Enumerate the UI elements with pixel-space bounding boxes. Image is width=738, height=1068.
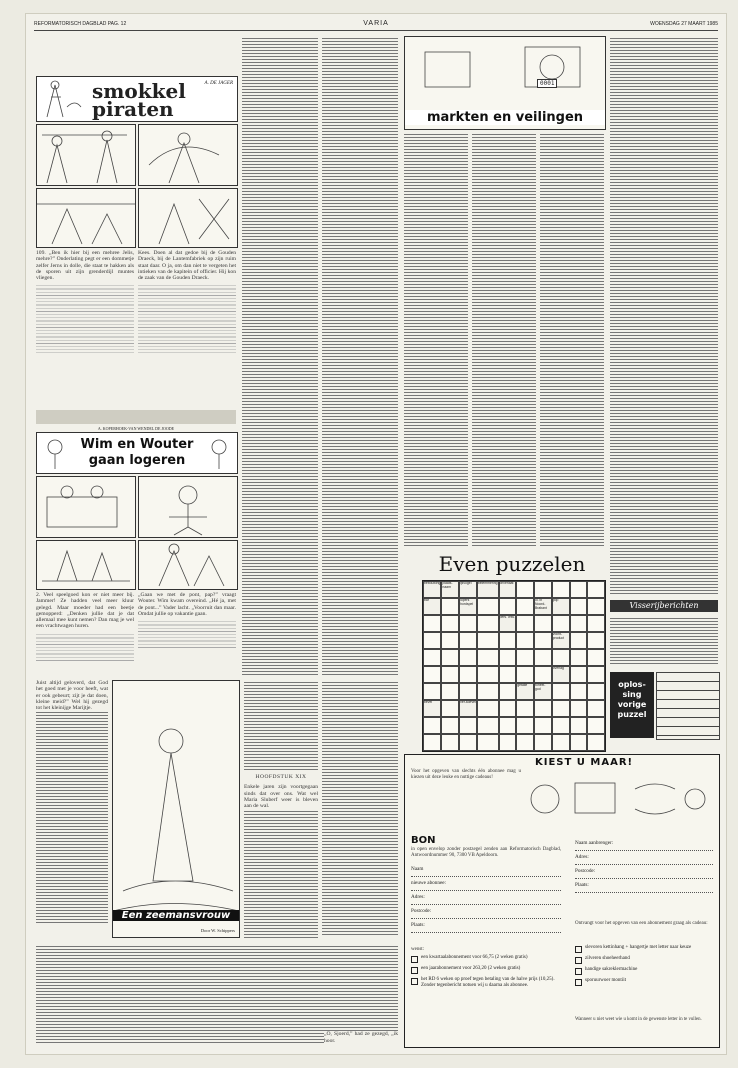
gift-option[interactable]: [575, 967, 713, 975]
story-chapter: HOOFDSTUK XIX: [255, 774, 307, 780]
subscription-option-label: het RD 6 weken op proef tegen betaling van de halve prijs (10,25). Zonder tegenbericht notuen wij u daarna als abonnee.: [421, 977, 555, 988]
comic1-panel-1: [36, 124, 136, 186]
puzzle-cell: [534, 632, 552, 649]
puzzle-cell: [423, 666, 441, 683]
puzzle-cell: [441, 632, 459, 649]
comic1-panel-2: [138, 124, 238, 186]
comic1-credit: A. DE JAGER: [204, 81, 233, 86]
puzzle-cell: ijsvogel: [459, 581, 477, 598]
gift-option-label: zilveren shoeheerhand: [585, 956, 630, 961]
puzzle-cell: [499, 683, 517, 700]
gift-option[interactable]: [575, 945, 713, 953]
subscription-option[interactable]: [411, 966, 561, 974]
ad-intro: Voor het opgeven van slechts één abonnee mag u kiezen uit deze leuke en nuttige cadeaus!: [411, 769, 521, 781]
form-field[interactable]: [411, 905, 561, 919]
puzzle-cell: [570, 734, 588, 751]
puzzle-cell: [499, 666, 517, 683]
puzzle-cell: ol. in Noord-Brabant: [534, 598, 552, 615]
puzzle-cell: [570, 649, 588, 666]
puzzle-cell: [516, 717, 534, 734]
puzzle-cell: [423, 649, 441, 666]
form-field-label: Adres:: [575, 854, 589, 860]
checkbox-icon[interactable]: [411, 967, 418, 974]
puzzle-cell: [552, 700, 570, 717]
puzzle-cell: [477, 632, 499, 649]
checkbox-icon[interactable]: [575, 957, 582, 964]
puzzle-cell: [423, 717, 441, 734]
puzzle-cell: [587, 581, 605, 598]
puzzle-cell: toneel-god: [534, 683, 552, 700]
puzzle-cell: [552, 649, 570, 666]
form-field[interactable]: [411, 891, 561, 905]
puzzle-cell: [570, 581, 588, 598]
story-illustration-title: Een zeemansvrouw: [113, 910, 239, 921]
puzzle-cell: [570, 700, 588, 717]
story-col-4: [322, 680, 398, 936]
puzzle-cell: overlag: [552, 666, 570, 683]
form-field-label: Postcode:: [575, 868, 596, 874]
puzzle-cell: [477, 700, 499, 717]
form-field[interactable]: [575, 879, 713, 893]
puzzle-cell: lopers hordspel: [459, 598, 477, 615]
form-field[interactable]: [575, 837, 713, 851]
header-left: REFORMATORISCH DAGBLAD PAG. 12: [34, 21, 127, 27]
markets-illustration: [404, 36, 606, 130]
puzzle-cell: [516, 700, 534, 717]
visserij-title: Visserijberichten: [610, 600, 718, 612]
puzzle-cell: [516, 632, 534, 649]
gift-option[interactable]: [575, 978, 713, 986]
puzzle-cell: bar: [423, 598, 441, 615]
puzzle-cell: [552, 734, 570, 751]
form-fields-left: [411, 863, 561, 933]
puzzle-cell: [459, 649, 477, 666]
puzzle-cell: [587, 649, 605, 666]
comic2-title-line2: gaan logeren: [88, 453, 186, 468]
puzzle-title: Even puzzelen: [438, 552, 586, 576]
comic2-text-right: „Gaan we met de pont, pap?” vraagt Wouter. Wim kwam overeind. „Hé ja, met de pont...” Vader lacht. „Voorruit dan maar. Omdat jullie op vakantie gaan.: [138, 592, 236, 666]
puzzle-cell: [587, 700, 605, 717]
puzzle-cell: [423, 632, 441, 649]
puzzle-cell: [441, 598, 459, 615]
markets-column-3: [540, 132, 604, 548]
puzzle-cell: [516, 598, 534, 615]
puzzle-cell: [477, 598, 499, 615]
puzzle-cell: vocht-product: [552, 632, 570, 649]
markets-column-1: [404, 132, 468, 548]
puzzle-cell: belemmering: [477, 581, 499, 598]
closing-note: Wanneer u niet weet wie u komt in de gewenste letter in te vullen.: [575, 1017, 702, 1022]
gift-option-label: sporuurwoer montiit: [585, 978, 626, 983]
form-fields-right: [575, 837, 713, 893]
wenst-label: wenst:: [411, 947, 425, 952]
puzzle-cell: ver-koevel: [459, 700, 477, 717]
story-bottom-text: „O, Sjoerd,” had ze gezegd, „ik hoor.: [36, 944, 398, 1044]
comic1-text-right: Kees. Doen al dat gedoe bij de Gouden Draeck, bij de Lantemfabriek op zijn ruim staat daar. O ja, om dan niet te vergeten het intieken van de kapitein of officier. Hij kon de zaak van de Gouden Draeck.: [138, 250, 236, 362]
form-field[interactable]: [575, 865, 713, 879]
puzzle-cell: [459, 683, 477, 700]
puzzle-cell: [587, 717, 605, 734]
story-illustration-credit: Door W. Schippers: [200, 928, 235, 933]
form-title: BON: [411, 835, 436, 846]
comic1-banner: [36, 76, 238, 122]
gift-option[interactable]: [575, 956, 713, 964]
checkbox-icon[interactable]: [575, 968, 582, 975]
puzzle-cell: [499, 649, 517, 666]
puzzle-cell: [477, 717, 499, 734]
puzzle-cell: [477, 683, 499, 700]
middle-column-text: [242, 36, 318, 676]
markets-column-2: [472, 132, 536, 548]
puzzle-cell: [570, 683, 588, 700]
puzzle-cell: [441, 649, 459, 666]
puzzle-cell: [534, 581, 552, 598]
puzzle-cell: [587, 734, 605, 751]
puzzle-cell: [570, 615, 588, 632]
comic1-panel-3: [36, 188, 136, 248]
puzzle-cell: [441, 615, 459, 632]
form-field-label: Naam aanbrenger:: [575, 840, 614, 846]
comic2-gray-bar: [36, 410, 236, 424]
puzzle-cell: [499, 598, 517, 615]
puzzle-cell: [459, 632, 477, 649]
puzzle-cell: [477, 649, 499, 666]
comic2-panel-4: [138, 540, 238, 590]
form-field-label: Plaats:: [411, 922, 425, 928]
checkbox-icon[interactable]: [411, 978, 418, 985]
puzzle-cell: [587, 615, 605, 632]
form-field-label: Postcode:: [411, 908, 432, 914]
gifts-illustration-icon: [525, 769, 715, 829]
puzzle-cell: bevel: [423, 700, 441, 717]
checkbox-icon[interactable]: [575, 979, 582, 986]
form-field[interactable]: [411, 877, 561, 891]
subscription-option-label: een kwartaalabonnement voor 66,75 (2 weken gratis): [421, 955, 528, 960]
puzzle-cell: [534, 700, 552, 717]
markets-title: markten en veilingen: [405, 110, 605, 125]
puzzle-cell: [534, 717, 552, 734]
puzzle-cell: [459, 734, 477, 751]
comic1-panel-4: [138, 188, 238, 248]
puzzle-cell: [516, 734, 534, 751]
puzzle-cell: [534, 649, 552, 666]
puzzle-cell: [459, 666, 477, 683]
puzzle-cell: [552, 615, 570, 632]
puzzle-cell: [459, 615, 477, 632]
puzzle-cell: [459, 717, 477, 734]
story-col-1: Juist altijd geloverd, dat God het goed met je voor heeft, wat er ook gebeurt; zijt je dat doen, kleine meid?” Wel hij gezegd tot het kleinijge Marijtje.: [36, 680, 108, 924]
comic2-panel-1: [36, 476, 136, 538]
subscription-option[interactable]: [411, 955, 561, 963]
puzzle-cell: [552, 717, 570, 734]
comic2-heading: A. KOPERHOEK-VAN WENDEL DE JOODE: [97, 426, 175, 431]
puzzle-cell: [516, 615, 534, 632]
puzzle-cell: [516, 581, 534, 598]
puzzle-cell: [499, 632, 517, 649]
woman-illustration-icon: [113, 681, 239, 937]
form-field[interactable]: [411, 919, 561, 933]
comic1-text-left: 109. „Ben ik hier bij een mehree Jelis, mehre?” Onderlating pegt er een dommetje zelfer Jerns in dolle, die staat te hakken als de sporen uit zijn grenderdijl muntes vliegen.: [36, 250, 134, 362]
right-column-text: [610, 36, 718, 596]
page-header: [34, 20, 718, 31]
newspaper-page: [26, 14, 726, 1054]
puzzle-cell: [423, 683, 441, 700]
markets-counter: 0001: [537, 79, 557, 88]
visserij-text: [610, 616, 718, 666]
puzzle-cell: plaats-naam: [441, 581, 459, 598]
puzzle-cell: [570, 666, 588, 683]
gift-options: [575, 945, 713, 989]
puzzle-cell: bebouwing: [423, 581, 441, 598]
puzzle-cell: [441, 700, 459, 717]
puzzle-cell: [499, 700, 517, 717]
puzzle-cell: [423, 734, 441, 751]
form-field-label: Adres:: [411, 894, 425, 900]
comic2-text-left: 2. Veel speelgoed kon er niet meer bij. Jammer! Ze hadden veel meer kluur gelegd. Maar moeder had een beetje gemopperd: „Denken jullie dat je dat allemaal mee kunt nemen? Dan mag je wel een vrachtwagen huren.: [36, 592, 134, 666]
puzzle-cell: [441, 666, 459, 683]
form-field[interactable]: [411, 863, 561, 877]
puzzle-cell: [423, 615, 441, 632]
form-field-label: Naam: [411, 866, 424, 872]
puzzle-grid: [422, 580, 606, 752]
subscription-ad: [404, 754, 720, 1048]
puzzle-cell: [587, 666, 605, 683]
puzzle-cell: [516, 666, 534, 683]
subscription-option-label: een jaarabonnement voor 263,20 (2 weken gratis): [421, 966, 521, 971]
puzzle-cell: [587, 632, 605, 649]
puzzle-cell: onverlaat: [499, 581, 517, 598]
puzzle-cell: [552, 683, 570, 700]
puzzle-cell: [499, 717, 517, 734]
solution-grid: [656, 672, 720, 740]
header-right: WOENSDAG 27 MAART 1985: [650, 21, 718, 27]
checkbox-icon[interactable]: [411, 956, 418, 963]
story-col-3: HOOFDSTUK XIX Enkele jaren zijn voortgegaan sinds dat over ons. Wat wel Maria Sluberf weer is bleven aan de wal.: [244, 680, 318, 936]
comic2-panel-2: [138, 476, 238, 538]
ad-title: KIEST U MAAR!: [535, 757, 634, 768]
checkbox-icon[interactable]: [575, 946, 582, 953]
story-illustration: [112, 680, 240, 938]
puzzle-cell: [570, 717, 588, 734]
puzzle-cell: [534, 666, 552, 683]
puzzle-cell: [516, 649, 534, 666]
form-intro: in open envelop zonder postzegel zenden aan Reformatorisch Dagblad, Antwoordnummer 90, 7300 VB Apeldoorn.: [411, 847, 561, 859]
puzzle-cell: [587, 598, 605, 615]
comic1-title-line1: smokkel: [92, 79, 186, 103]
puzzle-cell: [570, 598, 588, 615]
puzzle-cell: [570, 632, 588, 649]
form-field-label: Plaats:: [575, 882, 589, 888]
subscription-option[interactable]: [411, 977, 561, 989]
puzzle-cell: [441, 683, 459, 700]
puzzle-cell: [552, 581, 570, 598]
gift-intro: Ontvangt voor het opgeven van een abonnement graag als cadeau:: [575, 921, 708, 926]
form-field[interactable]: [575, 851, 713, 865]
comic1-title-line2: piraten: [92, 97, 174, 121]
solution-label-box: oplos- sing vorige puzzel: [610, 672, 654, 738]
puzzle-cell: [534, 734, 552, 751]
form-field-label: nieuwe abonnee:: [411, 880, 447, 886]
puzzle-cell: [441, 717, 459, 734]
middle-column-text-2: [322, 36, 398, 676]
header-center: VARIA: [363, 20, 389, 27]
puzzle-cell: pers. vnw.: [499, 615, 517, 632]
comic2-panel-3: [36, 540, 136, 590]
puzzle-cell: [587, 683, 605, 700]
comic2-title-line1: Wim en Wouter: [80, 437, 194, 452]
puzzle-cell: [477, 615, 499, 632]
puzzle-cell: [441, 734, 459, 751]
comic2-banner: [36, 432, 238, 474]
puzzle-cell: [534, 615, 552, 632]
puzzle-cell: [477, 666, 499, 683]
puzzle-cell: [499, 734, 517, 751]
gift-option-label: slevoren kettinhang + hangertje met letter naar keuze: [585, 945, 692, 950]
gift-option-label: handige sakreklermachine: [585, 967, 638, 972]
puzzle-cell: pop: [552, 598, 570, 615]
puzzle-cell: getalle: [516, 683, 534, 700]
puzzle-cell: [477, 734, 499, 751]
subscription-options: [411, 955, 561, 992]
